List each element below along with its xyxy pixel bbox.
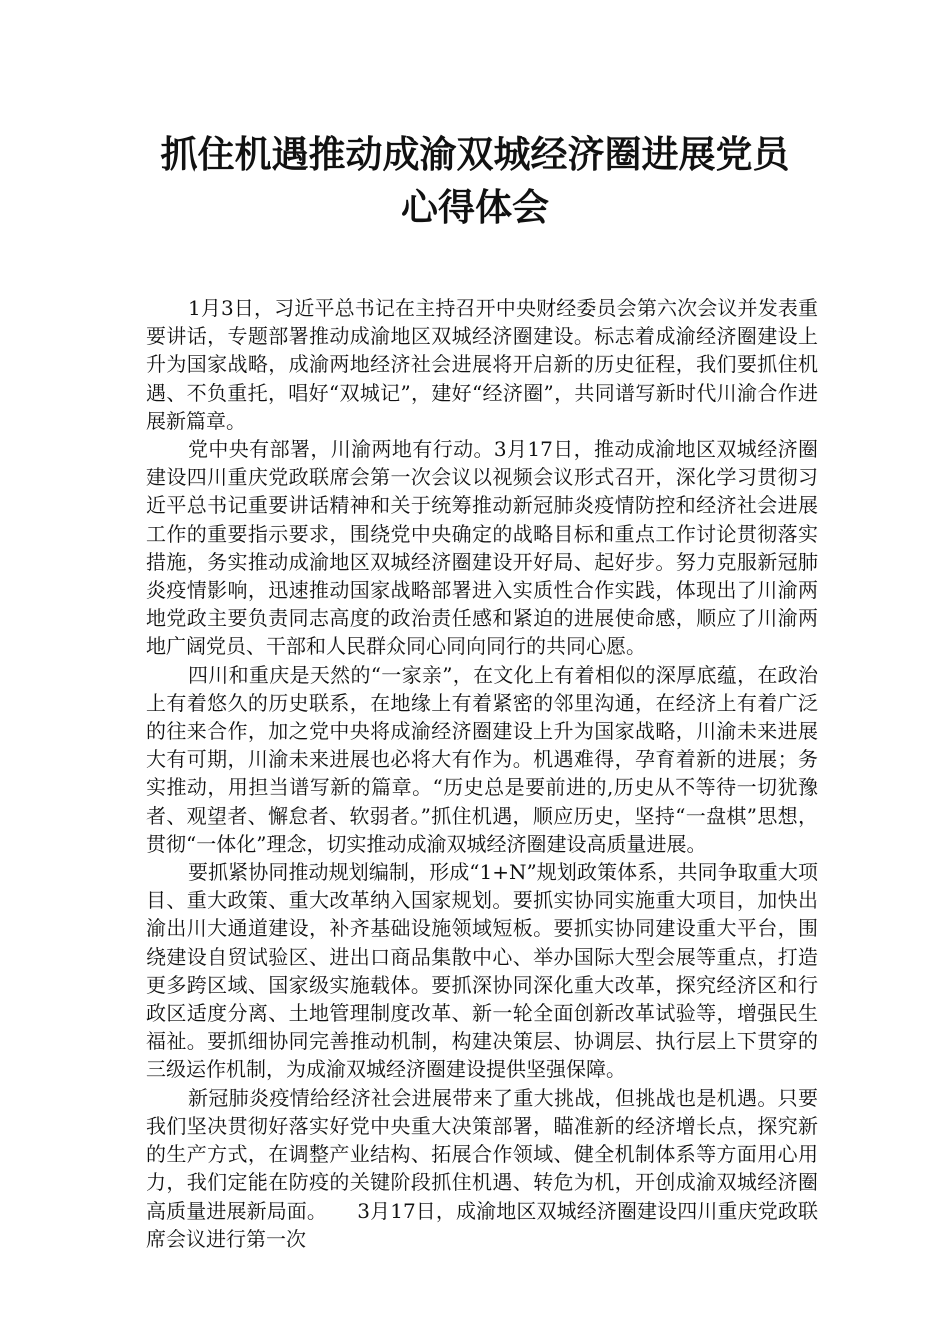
paragraph-5: 新冠肺炎疫情给经济社会进展带来了重大挑战，但挑战也是机遇。只要我们坚决贯彻好落实好党中央重大决策部署，瞄准新的经济增长点，探究新的生产方式，在调整产业结构、拓展合作领域、健全机制体系等方面用心用力，我们定能在防疫的关键阶段抓住机遇、转危为机，开创成渝双城经济圈高质量进展新局面。 3月17日，成渝地区双城经济圈建设四川重庆党政联席会议进行第一次 [146,1085,818,1251]
document-title [110,128,840,234]
document-title-line-1: 抓住机遇推动成渝双城经济圈进展党员 [160,133,790,176]
paragraph-3: 四川和重庆是天然的“一家亲”，在文化上有着相似的深厚底蕴，在政治上有着悠久的历史联系，在地缘上有着紧密的邻里沟通，在经济上有着广泛的往来合作，加之党中央将成渝经济圈建设上升为国家战略，川渝未来进展大有可期，川渝未来进展也必将大有作为。机遇难得，孕育着新的进展；务实推动，用担当谱写新的篇章。“历史总是要前进的,历史从不等待一切犹豫者、观望者、懈怠者、软弱者。”抓住机遇，顺应历史，坚持“一盘棋”思想，贯彻“一体化”理念，切实推动成渝双城经济圈建设高质量进展。 [146,662,818,856]
paragraph-1: 1月3日，习近平总书记在主持召开中央财经委员会第六次会议并发表重要讲话，专题部署推动成渝地区双城经济圈建设。标志着成渝经济圈建设上升为国家战略，成渝两地经济社会进展将开启新的历史征程，我们要抓住机遇、不负重托，唱好“双城记”，建好“经济圈”，共同谱写新时代川渝合作进展新篇章。 [146,296,818,433]
paragraph-4: 要抓紧协同推动规划编制，形成“1+N”规划政策体系，共同争取重大项目、重大政策、重大改革纳入国家规划。要抓实协同实施重大项目，加快出渝出川大通道建设，补齐基础设施领域短板。要抓实协同建设重大平台，围绕建设自贸试验区、进出口商品集散中心、举办国际大型会展等重点，打造更多跨区域、国家级实施载体。要抓深协同深化重大改革，探究经济区和行政区适度分离、土地管理制度改革、新一轮全面创新改革试验等，增强民生福祉。要抓细协同完善推动机制，构建决策层、协调层、执行层上下贯穿的三级运作机制，为成渝双城经济圈建设提供坚强保障。 [146,860,818,1082]
document-title-line-2: 心得体会 [401,186,549,229]
paragraph-2: 党中央有部署，川渝两地有行动。3月17日，推动成渝地区双城经济圈建设四川重庆党政联席会第一次会议以视频会议形式召开，深化学习贯彻习近平总书记重要讲话精神和关于统筹推动新冠肺炎疫情防控和经济社会进展工作的重要指示要求，围绕党中央确定的战略目标和重点工作讨论贯彻落实措施，务实推动成渝地区双城经济圈建设开好局、起好步。努力克服新冠肺炎疫情影响，迅速推动国家战略部署进入实质性合作实践，体现出了川渝两地党政主要负责同志高度的政治责任感和紧迫的进展使命感，顺应了川渝两地广阔党员、干部和人民群众同心同向同行的共同心愿。 [146,437,818,659]
document-body [146,294,818,1253]
